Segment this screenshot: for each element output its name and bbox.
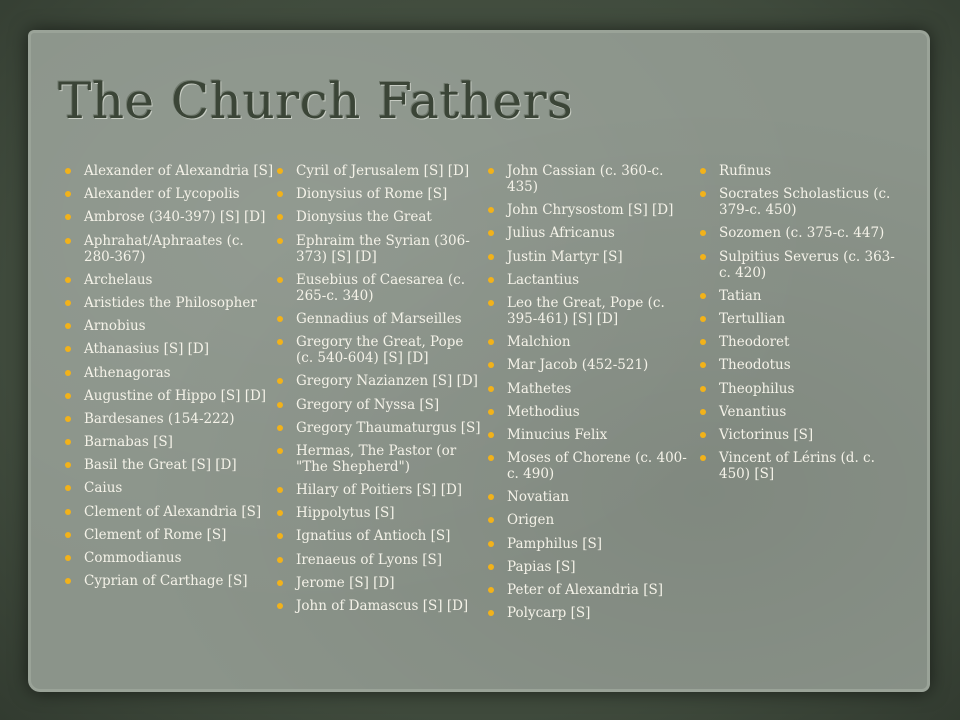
father-list-item [272, 482, 482, 498]
father-list-item [60, 457, 274, 473]
bullet-icon [700, 293, 706, 299]
father-list-item [272, 272, 482, 304]
bullet-icon [65, 346, 71, 352]
father-list-item [272, 505, 482, 521]
bullet-icon [65, 214, 71, 220]
father-list-item [272, 575, 482, 591]
bullet-icon [700, 409, 706, 415]
father-name: Theodotus [719, 357, 791, 374]
father-list-item [483, 272, 693, 288]
father-name: Moses of Chorene (c. 400-c. 490) [507, 450, 687, 483]
father-list-item [483, 357, 693, 373]
father-list-item [60, 527, 274, 543]
bullet-icon [700, 386, 706, 392]
father-list-item [695, 288, 905, 304]
bullet-icon [65, 578, 71, 584]
column-3 [483, 163, 693, 628]
father-name: Vincent of Lérins (d. c. 450) [S] [719, 450, 875, 483]
bullet-icon [277, 214, 283, 220]
bullet-icon [700, 316, 706, 322]
bullet-icon [277, 603, 283, 609]
father-list-item [483, 249, 693, 265]
father-list-item [272, 420, 482, 436]
father-name: Hilary of Poitiers [S] [D] [296, 482, 463, 499]
father-list-item [483, 582, 693, 598]
bullet-icon [700, 339, 706, 345]
father-list-item [483, 404, 693, 420]
father-name: John Cassian (c. 360-c. 435) [507, 163, 664, 195]
father-name: Novatian [507, 489, 570, 506]
bullet-icon [488, 455, 494, 461]
father-list-item [272, 373, 482, 389]
bullet-icon [277, 448, 283, 454]
father-list-item [60, 365, 274, 381]
father-list-item [483, 512, 693, 528]
father-list-item [60, 388, 274, 404]
father-name: Polycarp [S] [507, 605, 591, 622]
bullet-icon [700, 230, 706, 236]
bullet-icon [488, 517, 494, 523]
bullet-icon [277, 277, 283, 283]
bullet-icon [488, 587, 494, 593]
father-name: Justin Martyr [S] [507, 248, 623, 265]
bullet-icon [277, 402, 283, 408]
father-list-item [695, 427, 905, 443]
father-list-item [483, 225, 693, 241]
bullet-icon [488, 207, 494, 213]
father-name: Lactantius [507, 271, 580, 288]
bullet-icon [488, 300, 494, 306]
father-list-item [483, 559, 693, 575]
father-name: Bardesanes (154-222) [84, 410, 235, 427]
bullet-icon [65, 238, 71, 244]
bullet-icon [65, 191, 71, 197]
bullet-icon [277, 533, 283, 539]
father-name: Theodoret [719, 334, 790, 351]
father-list-item [695, 404, 905, 420]
father-name: Eusebius of Caesarea (c. 265-c. 340) [296, 271, 466, 304]
bullet-icon [488, 254, 494, 260]
father-name: Minucius Felix [507, 426, 608, 443]
father-name: Barnabas [S] [84, 434, 173, 451]
father-name: Ambrose (340-397) [S] [D] [84, 209, 266, 226]
father-list-item [695, 163, 905, 179]
father-name: Ignatius of Antioch [S] [296, 528, 451, 545]
bullet-icon [277, 316, 283, 322]
bullet-icon [488, 339, 494, 345]
bullet-icon [65, 439, 71, 445]
bullet-icon [277, 510, 283, 516]
bullet-icon [277, 339, 283, 345]
father-list-item [272, 186, 482, 202]
father-name: Alexander of Lycopolis [84, 186, 240, 203]
father-list-item [695, 249, 905, 281]
father-name: Dionysius of Rome [S] [296, 186, 448, 203]
father-name: Tatian [719, 287, 762, 304]
father-list-item [272, 598, 482, 614]
father-name: Hermas, The Pastor (or "The Shepherd") [296, 442, 457, 475]
bullet-icon [488, 168, 494, 174]
father-name: Archelaus [84, 271, 153, 288]
father-list-item [695, 381, 905, 397]
father-list-item [272, 311, 482, 327]
father-name: Sulpitius Severus (c. 363-c. 420) [719, 248, 895, 281]
father-list-item [60, 550, 274, 566]
bullet-icon [65, 277, 71, 283]
bullet-icon [700, 362, 706, 368]
father-list-item [60, 504, 274, 520]
bullet-icon [277, 378, 283, 384]
bullet-icon [700, 432, 706, 438]
father-list-item [272, 528, 482, 544]
bullet-icon [65, 168, 71, 174]
father-list-item [60, 573, 274, 589]
father-name: Aphrahat/Aphraates (c. 280-367) [84, 232, 244, 265]
father-list-item [272, 443, 482, 475]
father-name: Clement of Alexandria [S] [84, 503, 262, 520]
bullet-icon [488, 564, 494, 570]
bullet-icon [65, 416, 71, 422]
father-name: Julius Africanus [507, 225, 615, 242]
father-list-item [60, 318, 274, 334]
father-list-item [60, 272, 274, 288]
bullet-icon [277, 191, 283, 197]
father-list-item [483, 163, 693, 195]
father-list-item [60, 163, 274, 179]
slide-title: The Church Fathers [58, 72, 574, 130]
father-list-item [695, 334, 905, 350]
bullet-icon [488, 541, 494, 547]
bullet-icon [65, 462, 71, 468]
father-name: Dionysius the Great [296, 209, 432, 226]
bullet-icon [700, 191, 706, 197]
father-list-item [695, 357, 905, 373]
father-name: Jerome [S] [D] [296, 574, 395, 591]
bullet-icon [277, 238, 283, 244]
bullet-icon [277, 425, 283, 431]
father-list-item [60, 411, 274, 427]
father-name: Clement of Rome [S] [84, 526, 227, 543]
father-name: Origen [507, 512, 555, 529]
bullet-icon [65, 532, 71, 538]
bullet-icon [65, 300, 71, 306]
father-name: Malchion [507, 334, 571, 351]
father-name: Pamphilus [S] [507, 535, 602, 552]
father-list-item [695, 225, 905, 241]
father-name: Commodianus [84, 550, 182, 566]
father-list-item [695, 186, 905, 218]
bullet-icon [65, 555, 71, 561]
father-name: Athenagoras [84, 364, 171, 381]
father-name: Tertullian [719, 310, 786, 327]
father-list-item [695, 450, 905, 482]
father-name: Cyprian of Carthage [S] [84, 573, 248, 590]
father-name: Alexander of Alexandria [S] [84, 163, 274, 179]
father-list-item [60, 233, 274, 265]
bullet-icon [488, 362, 494, 368]
father-list-item [272, 397, 482, 413]
father-list-item [60, 480, 274, 496]
father-name: Cyril of Jerusalem [S] [D] [296, 163, 470, 179]
father-name: Hippolytus [S] [296, 505, 395, 522]
column-1 [60, 163, 274, 596]
bullet-icon [65, 393, 71, 399]
father-name: Victorinus [S] [719, 426, 814, 443]
bullet-icon [700, 168, 706, 174]
father-name: Methodius [507, 403, 580, 420]
father-name: Gregory the Great, Pope (c. 540-604) [S] [D] [296, 334, 464, 367]
father-list-item [60, 209, 274, 225]
bullet-icon [65, 323, 71, 329]
father-list-item [483, 427, 693, 443]
father-name: Arnobius [84, 318, 146, 335]
bullet-icon [488, 277, 494, 283]
father-name: Leo the Great, Pope (c. 395-461) [S] [D] [507, 294, 665, 327]
father-name: Ephraim the Syrian (306-373) [S] [D] [296, 232, 470, 265]
father-name: John Chrysostom [S] [D] [507, 202, 674, 219]
father-name: Basil the Great [S] [D] [84, 457, 237, 474]
father-list-item [272, 552, 482, 568]
father-list-item [272, 334, 482, 366]
father-name: Papias [S] [507, 558, 576, 575]
column-2 [272, 163, 482, 621]
bullet-icon [488, 494, 494, 500]
father-list-item [272, 163, 482, 179]
father-list-item [483, 489, 693, 505]
bullet-icon [488, 610, 494, 616]
father-list-item [483, 450, 693, 482]
bullet-icon [488, 409, 494, 415]
father-list-item [483, 295, 693, 327]
father-list-item [60, 341, 274, 357]
father-name: Caius [84, 480, 123, 497]
bullet-icon [700, 254, 706, 260]
bullet-icon [277, 580, 283, 586]
father-name: Gregory Nazianzen [S] [D] [296, 373, 478, 390]
father-name: Aristides the Philosopher [84, 294, 257, 311]
father-list-item [483, 605, 693, 621]
father-name: Gregory Thaumaturgus [S] [296, 419, 481, 436]
father-name: Augustine of Hippo [S] [D] [84, 387, 267, 404]
father-list-item [483, 202, 693, 218]
father-list-item [272, 233, 482, 265]
father-name: Irenaeus of Lyons [S] [296, 551, 443, 568]
father-name: Socrates Scholasticus (c. 379-c. 450) [719, 186, 891, 219]
bullet-icon [65, 485, 71, 491]
bullet-icon [277, 487, 283, 493]
father-name: Mathetes [507, 380, 572, 397]
bullet-icon [277, 168, 283, 174]
bullet-icon [65, 370, 71, 376]
father-list-item [60, 295, 274, 311]
bullet-icon [488, 432, 494, 438]
father-list-item [483, 536, 693, 552]
bullet-icon [488, 230, 494, 236]
father-name: Gennadius of Marseilles [296, 310, 462, 327]
father-name: Venantius [719, 403, 787, 420]
father-name: Gregory of Nyssa [S] [296, 396, 440, 413]
father-name: Peter of Alexandria [S] [507, 582, 663, 598]
bullet-icon [65, 509, 71, 515]
father-list-item [272, 209, 482, 225]
father-name: Athanasius [S] [D] [84, 341, 210, 358]
father-name: Mar Jacob (452-521) [507, 357, 649, 374]
father-list-item [60, 186, 274, 202]
bullet-icon [488, 386, 494, 392]
father-name: John of Damascus [S] [D] [296, 598, 469, 614]
father-name: Rufinus [719, 163, 772, 179]
father-list-item [483, 381, 693, 397]
father-list-item [60, 434, 274, 450]
father-name: Theophilus [719, 380, 795, 397]
father-name: Sozomen (c. 375-c. 447) [719, 225, 885, 242]
bullet-icon [277, 557, 283, 563]
column-4 [695, 163, 905, 489]
father-list-item [483, 334, 693, 350]
bullet-icon [700, 455, 706, 461]
father-list-item [695, 311, 905, 327]
